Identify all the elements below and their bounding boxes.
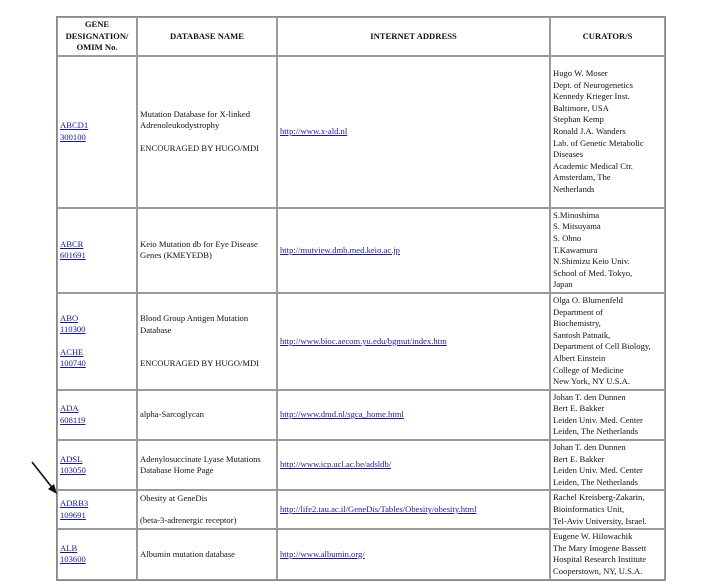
database-name-text: alpha-Sarcoglycan (140, 409, 204, 420)
curator-line: Department of Cell Biology, (553, 341, 651, 352)
internet-address-link[interactable]: http://www.bioc.aecom.yu.edu/bgmut/index.htm (280, 335, 447, 346)
curator-line: Albert Einstein (553, 352, 606, 363)
database-name-cell (137, 529, 277, 579)
gene-cell (57, 293, 137, 390)
curator-line: Department of (553, 306, 603, 317)
internet-address-link[interactable]: http://www.x-ald.nl (280, 125, 348, 136)
internet-address-cell (277, 440, 550, 490)
gene-designation[interactable]: ADA (60, 403, 79, 414)
curator-line: Lab. of Genetic Metabolic (553, 137, 644, 148)
curator-cell (550, 208, 665, 293)
internet-address-cell (277, 490, 550, 529)
curator-line: Netherlands (553, 183, 595, 194)
curator-line: Leiden Univ. Med. Center (553, 465, 643, 476)
gene-designation[interactable]: 300100 (60, 131, 86, 142)
curator-line: Rachel Kreisberg-Zakarin, (553, 492, 645, 503)
table-row (57, 390, 665, 440)
curator-line: Leiden, The Netherlands (553, 426, 639, 437)
table-row (57, 529, 665, 579)
header-gene: GENE DESIGNATION/ OMIM No. (57, 17, 137, 56)
internet-address-link[interactable]: http://www.icp.ucl.ac.be/adsldb/ (280, 459, 392, 470)
database-name-cell (137, 293, 277, 390)
curator-line: College of Medicine (553, 364, 624, 375)
curator-cell (550, 293, 665, 390)
database-name-cell (137, 440, 277, 490)
curator-line: Japan (553, 279, 573, 290)
gene-cell (57, 390, 137, 440)
curator-cell (550, 390, 665, 440)
database-name-cell (137, 390, 277, 440)
database-name-text: Blood Group Antigen Mutation Database (140, 312, 249, 335)
internet-address-cell (277, 208, 550, 293)
table-row (57, 208, 665, 293)
curator-line: S. Mitsuyama (553, 221, 601, 232)
curator-line: Johan T. den Dunnen (553, 391, 626, 402)
curator-line: T.Kawamura (553, 244, 598, 255)
database-name-text: Obesity at GeneDis (140, 492, 208, 503)
curator-line: Eugene W. Hilowachik (553, 531, 633, 542)
curator-line: Stephan Kemp (553, 114, 604, 125)
table-row (57, 490, 665, 529)
curator-cell (550, 490, 665, 529)
curator-line: Diseases (553, 149, 584, 160)
gene-designation[interactable]: ABCD1 (60, 120, 89, 131)
database-name-text (140, 336, 274, 347)
gene-cell (57, 490, 137, 529)
curator-line: Hospital Research Institute (553, 554, 647, 565)
database-name-text: ENCOURAGED BY HUGO/MDI (140, 358, 260, 369)
curator-line: Leiden Univ. Med. Center (553, 414, 643, 425)
curator-line: S.Minoshima (553, 209, 600, 220)
database-name-text: Keio Mutation db for Eye Disease Genes (KMEYEDB) (140, 238, 258, 261)
curator-line: Biochemistry, (553, 318, 601, 329)
curator-line: Dept. of Neurogenetics (553, 79, 633, 90)
gene-designation[interactable]: ABO (60, 312, 79, 323)
database-name-text: Albumin mutation database (140, 548, 235, 559)
gene-designation[interactable]: 103600 (60, 554, 86, 565)
gene-cell (57, 440, 137, 490)
internet-address-cell (277, 56, 550, 208)
header-database-name: DATABASE NAME (137, 17, 277, 56)
curator-line: S. Ohno (553, 232, 582, 243)
gene-cell (57, 529, 137, 579)
curator-line: The Mary Imogene Bassett (553, 542, 647, 553)
curator-line: Bert E. Bakker (553, 403, 605, 414)
database-table (56, 16, 666, 581)
curator-line: Johan T. den Dunnen (553, 442, 626, 453)
curator-line: N.Shimizu Keio Univ. (553, 256, 630, 267)
gene-designation[interactable]: 100740 (60, 358, 86, 369)
database-name-cell (137, 208, 277, 293)
database-name-text (140, 347, 274, 358)
curator-line: Olga O. Blumenfeld (553, 294, 623, 305)
curator-cell (550, 56, 665, 208)
gene-designation (60, 336, 134, 347)
curator-cell (550, 529, 665, 579)
header-row (57, 17, 665, 56)
gene-designation[interactable]: 608119 (60, 414, 86, 425)
database-name-text: Mutation Database for X-linked Adrenoleukodystrophy (140, 108, 251, 131)
database-name-cell (137, 490, 277, 529)
internet-address-link[interactable]: http://life2.tau.ac.il/GeneDis/Tables/Obesity/obesity.html (280, 504, 477, 515)
gene-designation[interactable]: 110300 (60, 324, 86, 335)
curator-line: Tel-Aviv University, Israel. (553, 515, 647, 526)
gene-designation[interactable]: ABCR (60, 238, 84, 249)
internet-address-link[interactable]: http://www.albumin.org/ (280, 548, 365, 559)
internet-address-link[interactable]: http://www.dmd.nl/sgca_home.html (280, 409, 404, 420)
header-curator: CURATOR/S (550, 17, 665, 56)
gene-cell (57, 208, 137, 293)
arrow-pointer-icon (30, 460, 60, 496)
table-row (57, 293, 665, 390)
curator-line: Santosh Patnaik, (553, 329, 611, 340)
curator-line: Kennedy Krieger Inst. (553, 91, 630, 102)
internet-address-cell (277, 390, 550, 440)
gene-designation[interactable]: ADRB3 (60, 498, 89, 509)
curator-line: School of Med. Tokyo, (553, 267, 633, 278)
curator-line: Academic Medical Ctr. (553, 160, 633, 171)
database-name-text: (beta-3-adrenergic receptor) (140, 515, 237, 526)
database-name-text: ENCOURAGED BY HUGO/MDI (140, 143, 260, 154)
database-name-cell (137, 56, 277, 208)
curator-line: New York, NY U.S.A. (553, 376, 631, 387)
internet-address-link[interactable]: http://mutview.dmb.med.keio.ac.jp (280, 244, 400, 255)
curator-line: Hugo W. Moser (553, 68, 608, 79)
curator-line: Cooperstown, NY, U.S.A. (553, 566, 643, 576)
gene-designation[interactable]: ACHE (60, 346, 84, 357)
database-name-text (140, 132, 274, 143)
gene-cell (57, 56, 137, 208)
gene-designation[interactable]: 109691 (60, 509, 86, 520)
table-row (57, 56, 665, 208)
gene-designation[interactable]: ADSL (60, 453, 83, 464)
database-name-text (140, 504, 274, 515)
database-name-text: Adenylosuccinate Lyase Mutations Database Home Page (140, 453, 261, 476)
table-row (57, 440, 665, 490)
gene-designation[interactable]: 103050 (60, 465, 86, 476)
curator-cell (550, 440, 665, 490)
internet-address-cell (277, 529, 550, 579)
internet-address-cell (277, 293, 550, 390)
header-internet-address: INTERNET ADDRESS (277, 17, 550, 56)
curator-line: Bioinformatics Unit, (553, 504, 625, 515)
gene-designation[interactable]: ALB (60, 542, 78, 553)
curator-line: Ronald J.A. Wanders (553, 125, 626, 136)
curator-line: Bert E. Bakker (553, 453, 605, 464)
curator-line: Baltimore, USA (553, 102, 609, 113)
curator-line: Leiden, The Netherlands (553, 476, 639, 487)
gene-designation[interactable]: 601691 (60, 250, 86, 261)
curator-line: Amsterdam, The (553, 172, 611, 183)
